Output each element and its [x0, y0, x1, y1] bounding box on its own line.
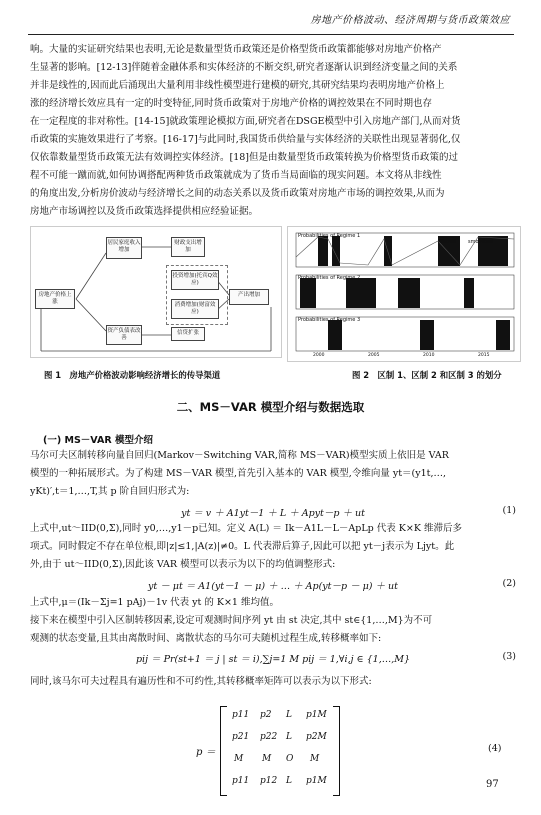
transition-matrix — [220, 706, 340, 794]
equation-1-number: (1) — [502, 505, 516, 516]
legend-smoothed: smoothed — [468, 239, 493, 245]
matrix-cell: p1M — [306, 776, 327, 786]
text-line: 币政策的实施效果进行了考察。[16-17]与此同时,我国货币供给量与实体经济的关联性出现显著弱化,仅 — [30, 134, 461, 145]
text-line: 的角度出发,分析房价波动与经济增长之间的动态关系以及货币政策对房地产市场的调控效果,从而为 — [30, 188, 445, 199]
text-line: 房地产市场调控以及货币政策选择提供相应经验证据。 — [30, 206, 259, 217]
figure2-regime-plots — [287, 226, 521, 362]
node-balance-sheet: 资产负债表改善 — [106, 325, 142, 345]
text-line: 马尔可夫区制转移向量自回归(Markov－Switching VAR,简称 MS－VAR)模型实质上依旧是 VAR — [30, 450, 449, 461]
equation-3-number: (3) — [502, 651, 516, 662]
x-tick: 2010 — [423, 353, 435, 358]
equation-1 — [30, 505, 516, 519]
matrix-cell: p2M — [306, 732, 327, 742]
matrix-cell: p22 — [260, 732, 278, 742]
equation-1-body: yt ＝ v ＋ A1yt－1 ＋ L ＋ Apyt－p ＋ ut — [181, 508, 365, 519]
text-line: 涨的经济增长效应具有一定的时变特征,同时货币政策对于房地产价格的调控效果在不同时期也存 — [30, 98, 433, 109]
node-output: 产出增加 — [229, 289, 269, 305]
text-line: 项式。同时假定不存在单位根,即|z|≤1,|A(z)|≠0。L 代表滞后算子,因此可以把 yt－j表示为 Ljyt。此 — [30, 541, 455, 552]
node-investment: 投资增加(托宾Q效应) — [171, 270, 219, 290]
figure1-caption: 图 1 房地产价格波动影响经济增长的传导渠道 — [44, 370, 221, 380]
panel-title-regime2: Probabilities of Regime 2 — [298, 275, 361, 281]
equation-2 — [30, 578, 516, 592]
equation-2-number: (2) — [502, 578, 516, 589]
text-line: 生显著的影响。[12-13]伴随着金融体系和实体经济的不断交织,研究者逐渐认识到经济变量之间的关系 — [30, 62, 458, 73]
matrix-lhs: p ＝ — [196, 747, 216, 758]
node-household-income: 居民家庭收入增加 — [106, 237, 142, 259]
matrix-cell: p1M — [306, 710, 327, 720]
node-fiscal-spending: 财政支出增加 — [171, 237, 205, 257]
matrix-cell: p11 — [232, 710, 250, 720]
running-header-title: 房地产价格波动、经济周期与货币政策效应 — [310, 15, 510, 26]
text-line: yKt)′,t＝1,…,T,其 p 阶自回归形式为: — [30, 486, 190, 497]
equation-4-number: (4) — [488, 743, 502, 754]
matrix-cell: M — [234, 754, 244, 764]
text-line: 同时,该马尔可夫过程具有遍历性和不可约性,其转移概率矩阵可以表示为以下形式: — [30, 676, 372, 687]
running-header — [28, 0, 514, 35]
text-line: 上式中,μ＝(Ik－Σj=1 pAj)－1v 代表 yt 的 K×1 维均值。 — [30, 597, 279, 608]
panel-title-regime3: Probabilities of Regime 3 — [298, 317, 361, 323]
matrix-cell: L — [286, 732, 292, 742]
matrix-right-bracket — [333, 706, 340, 796]
text-line: 响。大量的实证研究结果也表明,无论是数量型货币政策还是价格型货币政策都能够对房地产价格产 — [30, 44, 442, 55]
x-tick: 2005 — [368, 353, 380, 358]
matrix-cell: p21 — [232, 732, 250, 742]
matrix-cell: p12 — [260, 776, 278, 786]
equation-2-body: yt － μt ＝ A1(yt－1 － μ) ＋ … ＋ Ap(yt－p － μ) ＋ ut — [148, 581, 398, 592]
legend-filtered: filtered — [438, 239, 456, 245]
regime-plot-svg — [288, 227, 520, 361]
subsection-title: (一) MS－VAR 模型介绍 — [43, 435, 153, 446]
text-line: 并非是线性的,因而此后涌现出大量利用非线性模型进行建模的研究,其研究结果均表明房地产价格上 — [30, 80, 445, 91]
matrix-cell: L — [286, 710, 292, 720]
matrix-cell: O — [286, 754, 294, 764]
text-line: 仅依靠数量型货币政策无法有效调控实体经济。[18]但是由数量型货币政策转换为价格型货币政策的过 — [30, 152, 459, 163]
text-line: 外,由于 ut～IID(0,Σ),因此该 VAR 模型可以表示为以下的均值调整形式: — [30, 559, 336, 570]
text-line: 模型的一种拓展形式。为了构建 MS－VAR 模型,首先引入基本的 VAR 模型,令维向量 yt＝(y1t,…, — [30, 468, 446, 479]
section-title: 二、MS－VAR 模型介绍与数据选取 — [176, 400, 365, 414]
text-line: 在一定程度的非对称性。[14-15]就政策理论模拟方面,研究者在DSGE模型中引入房地产部门,从而对货 — [30, 116, 461, 127]
text-line: 程不可能一蹴而就,如何协调搭配两种货币政策就成为了货币当局面临的现实问题。本文将从非线性 — [30, 170, 442, 181]
figure1-diagram — [30, 226, 282, 358]
matrix-cell: p11 — [232, 776, 250, 786]
matrix-left-bracket — [220, 706, 227, 796]
page-number: 97 — [486, 779, 499, 790]
equation-3-body: pij ＝ Pr(st+1 ＝ j | st ＝ i),∑j=1 M pij ＝ 1,∀i,j ∈ {1,…,M} — [135, 654, 411, 665]
node-credit-expansion: 信贷扩张 — [171, 327, 205, 341]
panel-title-regime1: Probabilities of Regime 1 — [298, 233, 361, 239]
matrix-cell: M — [262, 754, 272, 764]
matrix-cell: M — [310, 754, 320, 764]
node-house-price-up: 房地产价格上涨 — [35, 289, 75, 309]
node-consumption: 消费增加(财富效应) — [171, 299, 219, 319]
matrix-cell: p2 — [260, 710, 272, 720]
figure2-caption: 图 2 区制 1、区制 2 和区制 3 的划分 — [352, 370, 502, 380]
text-line: 观测的状态变量,且其由离散时间、离散状态的马尔可夫随机过程生成,转移概率如下: — [30, 633, 382, 644]
x-tick: 2015 — [478, 353, 490, 358]
text-line: 上式中,ut～IID(0,Σ),同时 y0,…,y1－p已知。定义 A(L) ＝ Ik－A1L－L－ApLp 代表 K×K 维滞后多 — [30, 523, 462, 534]
matrix-cell: L — [286, 776, 292, 786]
text-line: 接下来在模型中引入区制转移因素,设定可观测时间序列 yt 由 st 决定,其中 st∈{1,…,M}为不可 — [30, 615, 433, 626]
x-tick: 2000 — [313, 353, 325, 358]
equation-3 — [30, 651, 516, 665]
